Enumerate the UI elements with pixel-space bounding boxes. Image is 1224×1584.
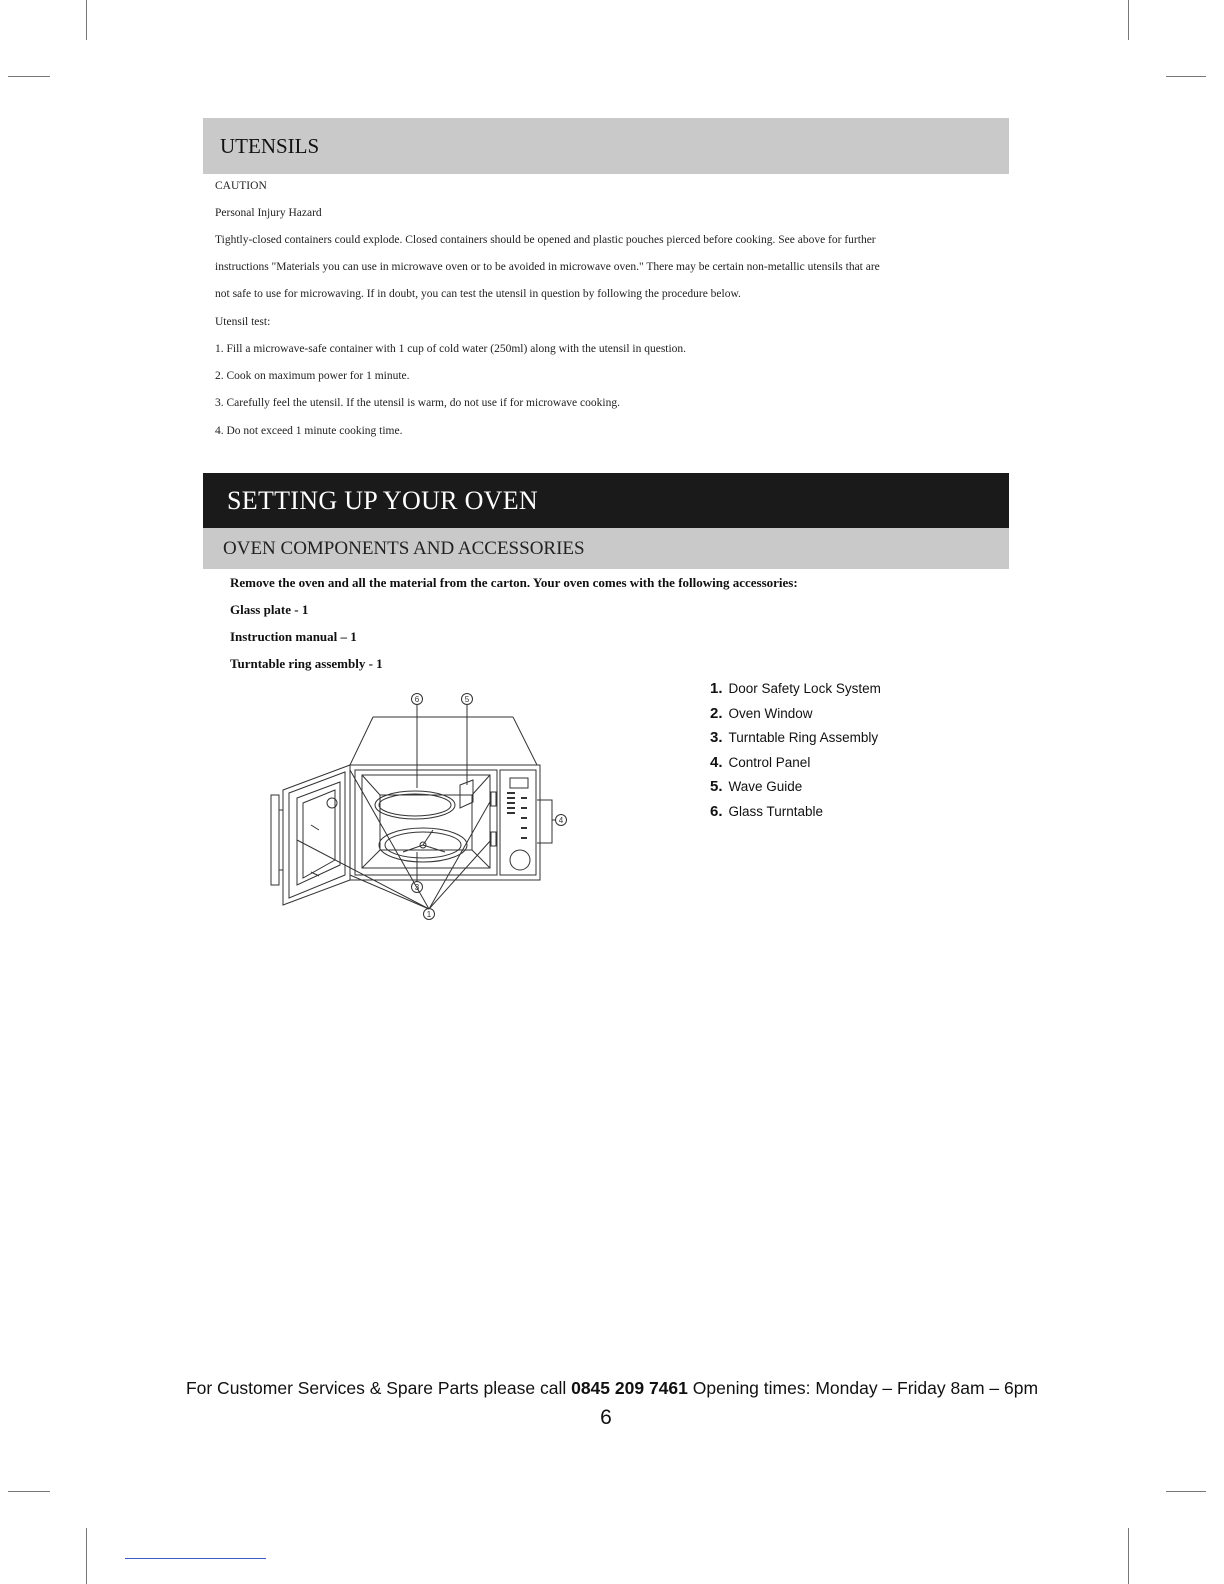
setup-heading: SETTING UP YOUR OVEN xyxy=(203,473,1009,528)
body-line: Tightly-closed containers could explode. Closed containers should be opened and plastic pouches pierced before cooking. See above for further xyxy=(215,234,876,246)
crop-mark xyxy=(1128,1528,1129,1584)
accessory-item: Glass plate - 1 xyxy=(230,602,309,617)
callout-label: 5 xyxy=(464,695,470,704)
page-number: 6 xyxy=(600,1406,612,1429)
hazard-label: Personal Injury Hazard xyxy=(215,207,322,219)
test-step: 3. Carefully feel the utensil. If the utensil is warm, do not use if for microwave cooking. xyxy=(215,397,620,409)
utensil-test-title: Utensil test: xyxy=(215,316,271,328)
callout-label: 1 xyxy=(426,910,432,919)
crop-mark xyxy=(1166,76,1206,77)
callout-label: 4 xyxy=(558,816,564,825)
body-line: instructions "Materials you can use in microwave oven or to be avoided in microwave oven." There may be certain non-metallic utensils that are xyxy=(215,261,880,273)
phone-number: 0845 209 7461 xyxy=(571,1378,688,1398)
callout-label: 3 xyxy=(414,883,420,892)
crop-mark xyxy=(86,0,87,40)
test-step: 1. Fill a microwave-safe container with 1 cup of cold water (250ml) along with the utensil in question. xyxy=(215,343,687,355)
list-item: 5. Wave Guide xyxy=(710,778,803,795)
body-line: not safe to use for microwaving. If in doubt, you can test the utensil in question by following the procedure below. xyxy=(215,288,741,300)
utensils-heading: UTENSILS xyxy=(203,118,1009,174)
test-step: 2. Cook on maximum power for 1 minute. xyxy=(215,370,410,382)
crop-mark xyxy=(8,1491,50,1492)
caution-label: CAUTION xyxy=(215,180,267,192)
crop-mark xyxy=(8,76,50,77)
oven-diagram xyxy=(255,680,585,935)
list-item: 3. Turntable Ring Assembly xyxy=(710,729,879,746)
accessories-intro: Remove the oven and all the material from the carton. Your oven comes with the following accessories: xyxy=(230,575,798,590)
list-item: 6. Glass Turntable xyxy=(710,802,824,820)
list-item: 2. Oven Window xyxy=(710,704,813,722)
footer-contact: For Customer Services & Spare Parts please call 0845 209 7461 Opening times: Monday – Friday 8am – 6pm xyxy=(185,1378,1039,1398)
divider xyxy=(125,1558,266,1559)
crop-mark xyxy=(1166,1491,1206,1492)
components-subheading: OVEN COMPONENTS AND ACCESSORIES xyxy=(203,528,1009,569)
test-step: 4. Do not exceed 1 minute cooking time. xyxy=(215,425,403,437)
callout-label: 6 xyxy=(414,695,420,704)
accessory-item: Instruction manual – 1 xyxy=(230,629,357,644)
components-list xyxy=(710,680,881,827)
accessory-item: Turntable ring assembly - 1 xyxy=(230,656,383,671)
crop-mark xyxy=(1128,0,1129,40)
list-item: 4. Control Panel xyxy=(710,753,811,771)
crop-mark xyxy=(86,1528,87,1584)
list-item: 1. Door Safety Lock System xyxy=(710,680,881,697)
